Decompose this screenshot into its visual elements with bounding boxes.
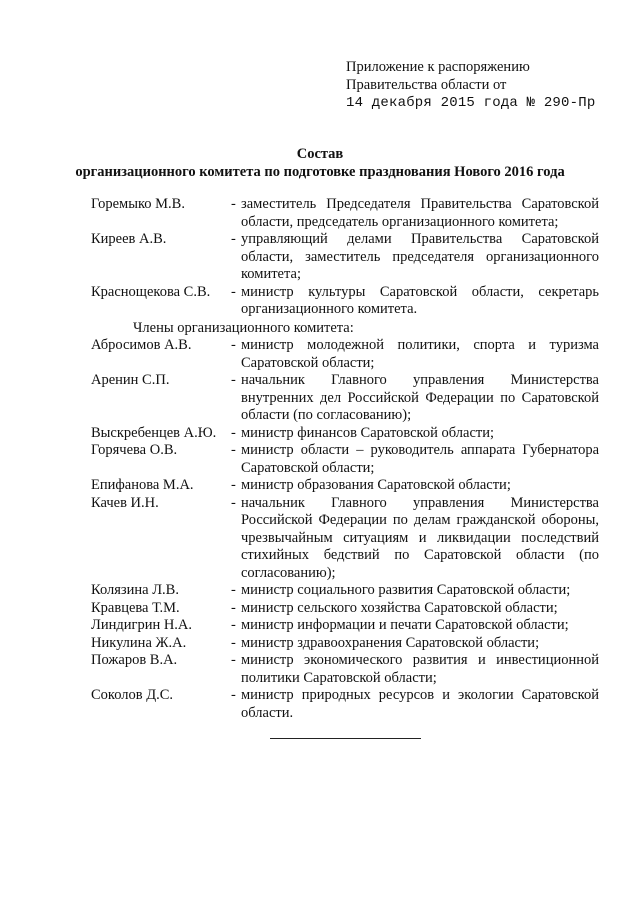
member-role: министр социального развития Саратовской области; <box>241 582 571 598</box>
list-item <box>91 425 599 443</box>
closing-rule <box>270 738 421 739</box>
member-role: министр здравоохранения Саратовской области; <box>241 634 540 651</box>
member-role: министр молодежной политики, спорта и туризма Саратовской области; <box>241 337 599 371</box>
leadership-list <box>91 196 599 319</box>
dash: - <box>231 652 236 668</box>
dash: - <box>231 617 236 633</box>
list-item <box>91 477 599 495</box>
member-role: управляющий делами Правительства Саратовской области, заместитель председателя организационного комитета; <box>241 231 599 282</box>
list-item <box>91 337 599 372</box>
member-name: Никулина Ж.А. <box>91 634 187 651</box>
member-role: начальник Главного управления Министерства внутренних дел Российской Федерации по Саратовской области (по согласованию); <box>241 372 599 423</box>
member-name: Абросимов А.В. <box>91 337 192 353</box>
member-name: Епифанова М.А. <box>91 477 194 493</box>
dash: - <box>231 599 236 616</box>
list-item <box>91 372 599 425</box>
list-item <box>91 582 599 600</box>
member-name: Краснощекова С.В. <box>91 283 211 300</box>
list-item <box>91 495 599 583</box>
member-role: министр культуры Саратовской области, секретарь организационного комитета. <box>241 283 599 317</box>
header-line-2: Правительства области от <box>346 77 507 93</box>
member-role: министр области – руководитель аппарата Губернатора Саратовской области; <box>241 442 599 476</box>
member-role: заместитель Председателя Правительства Саратовской области, председатель организационного комитета; <box>241 196 599 230</box>
list-item <box>91 442 599 477</box>
list-item <box>91 600 599 618</box>
list-item <box>91 196 599 231</box>
dash: - <box>231 687 236 703</box>
dash: - <box>231 283 236 300</box>
dash: - <box>231 477 236 493</box>
list-item <box>91 652 599 687</box>
dash: - <box>231 494 236 511</box>
member-name: Соколов Д.С. <box>91 687 174 703</box>
member-role: министр финансов Саратовской области; <box>241 424 494 441</box>
dash: - <box>231 337 236 353</box>
document-title: Состав <box>296 146 344 162</box>
member-name: Киреев А.В. <box>91 231 167 247</box>
member-role: министр образования Саратовской области; <box>241 477 511 493</box>
list-item <box>91 687 599 722</box>
member-name: Пожаров В.А. <box>91 652 178 668</box>
dash: - <box>231 634 236 651</box>
member-name: Выскребенцев А.Ю. <box>91 424 217 441</box>
header-line-1: Приложение к распоряжению <box>346 59 530 75</box>
list-item <box>91 635 599 653</box>
member-name: Аренин С.П. <box>91 372 170 388</box>
dash: - <box>231 442 236 458</box>
approval-header <box>346 58 595 112</box>
member-role: министр природных ресурсов и экологии Саратовской области. <box>241 687 599 721</box>
list-item <box>91 231 599 284</box>
member-role: начальник Главного управления Министерства Российской Федерации по делам гражданской обороны, чрезвычайным ситуациям и ликвидации последствий стихийных бедствий по Саратовской области (по согласованию); <box>241 494 599 581</box>
dash: - <box>231 424 236 441</box>
member-role: министр экономического развития и инвестиционной политики Саратовской области; <box>241 652 599 686</box>
dash: - <box>231 231 236 247</box>
dash: - <box>231 196 236 212</box>
member-name: Линдигрин Н.А. <box>91 617 193 633</box>
member-name: Колязина Л.В. <box>91 582 179 598</box>
list-item <box>91 284 599 319</box>
dash: - <box>231 582 236 598</box>
header-date-stamp: 14 декабря 2015 года № 290-Пр <box>346 95 596 111</box>
member-name: Качев И.Н. <box>91 494 159 511</box>
list-item <box>91 617 599 635</box>
member-name: Горемыко М.В. <box>91 196 185 212</box>
members-list <box>91 337 599 722</box>
document-subtitle: организационного комитета по подготовке празднования Нового 2016 года <box>75 164 565 180</box>
dash: - <box>231 372 236 388</box>
member-role: министр информации и печати Саратовской области; <box>241 617 569 633</box>
member-role: министр сельского хозяйства Саратовской области; <box>241 599 558 616</box>
members-heading: Члены организационного комитета: <box>133 320 354 336</box>
member-name: Кравцева Т.М. <box>91 599 180 616</box>
member-name: Горячева О.В. <box>91 442 178 458</box>
